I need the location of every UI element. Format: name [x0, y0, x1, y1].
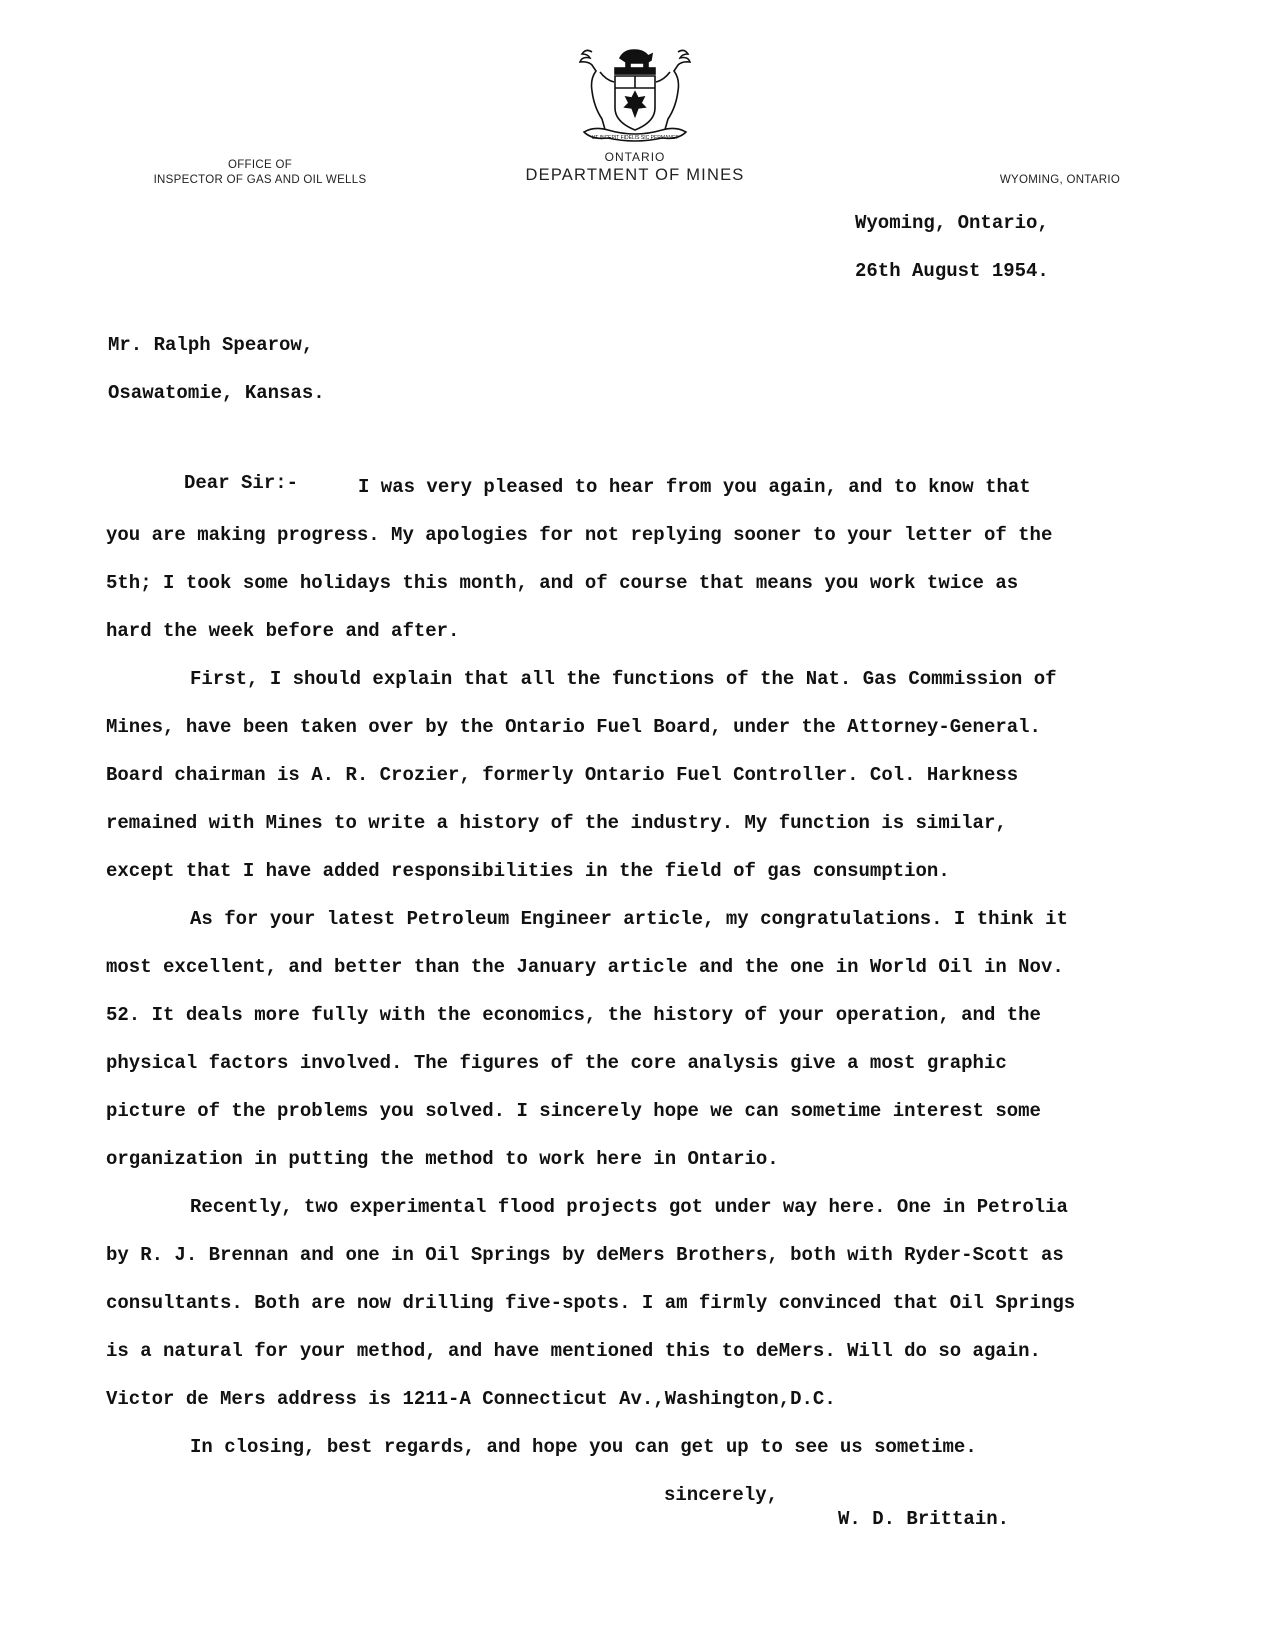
body-line: hard the week before and after.	[106, 620, 460, 642]
office-line-1: OFFICE OF	[227, 159, 293, 171]
body-line: consultants. Both are now drilling five-spots. I am firmly convinced that Oil Springs	[106, 1292, 1076, 1314]
body-line: As for your latest Petroleum Engineer article, my congratulations. I think it	[190, 908, 1068, 930]
office-of-inspector	[120, 158, 400, 188]
ontario-coat-of-arms-icon	[570, 42, 700, 148]
department-header	[470, 150, 800, 185]
body-line: except that I have added responsibilities in the field of gas consumption.	[106, 860, 950, 882]
body-line: organization in putting the method to work here in Ontario.	[106, 1148, 779, 1170]
body-line: 52. It deals more fully with the economics, the history of your operation, and the	[106, 1004, 1041, 1026]
department-name: DEPARTMENT OF MINES	[525, 166, 745, 184]
body-line: picture of the problems you solved. I sincerely hope we can sometime interest some	[106, 1100, 1041, 1122]
province-label: ONTARIO	[604, 150, 666, 164]
body-line: Mines, have been taken over by the Ontario Fuel Board, under the Attorney-General.	[106, 716, 1041, 738]
salutation: Dear Sir:-	[184, 472, 299, 494]
body-line: you are making progress. My apologies for not replying sooner to your letter of the	[106, 524, 1053, 546]
recipient-location: Osawatomie, Kansas.	[108, 382, 325, 404]
body-line: First, I should explain that all the functions of the Nat. Gas Commission of	[190, 668, 1057, 690]
signature: W. D. Brittain.	[838, 1508, 1010, 1530]
closing: sincerely,	[664, 1484, 779, 1506]
body-line: 5th; I took some holidays this month, and of course that means you work twice as	[106, 572, 1019, 594]
recipient-name: Mr. Ralph Spearow,	[108, 334, 314, 356]
body-line: Recently, two experimental flood projects got under way here. One in Petrolia	[190, 1196, 1068, 1218]
body-line: In closing, best regards, and hope you can get up to see us sometime.	[190, 1436, 977, 1458]
crest-motto: UT INCEPIT FIDELIS SIC PERMANET	[591, 135, 679, 141]
body-line: Victor de Mers address is 1211-A Connecticut Av.,Washington,D.C.	[106, 1388, 836, 1410]
body-line: Board chairman is A. R. Crozier, formerly Ontario Fuel Controller. Col. Harkness	[106, 764, 1019, 786]
body-line: is a natural for your method, and have mentioned this to deMers. Will do so again.	[106, 1340, 1041, 1362]
body-line: by R. J. Brennan and one in Oil Springs by deMers Brothers, both with Ryder-Scott as	[106, 1244, 1064, 1266]
body-line: I was very pleased to hear from you again, and to know that	[358, 476, 1031, 498]
dateline-date: 26th August 1954.	[855, 260, 1049, 282]
body-line: physical factors involved. The figures of the core analysis give a most graphic	[106, 1052, 1007, 1074]
office-line-2: INSPECTOR OF GAS AND OIL WELLS	[153, 174, 367, 186]
body-line: most excellent, and better than the January article and the one in World Oil in Nov.	[106, 956, 1064, 978]
dateline-place: Wyoming, Ontario,	[855, 212, 1049, 234]
letterhead-place: WYOMING, ONTARIO	[999, 174, 1121, 186]
body-line: remained with Mines to write a history of the industry. My function is similar,	[106, 812, 1007, 834]
